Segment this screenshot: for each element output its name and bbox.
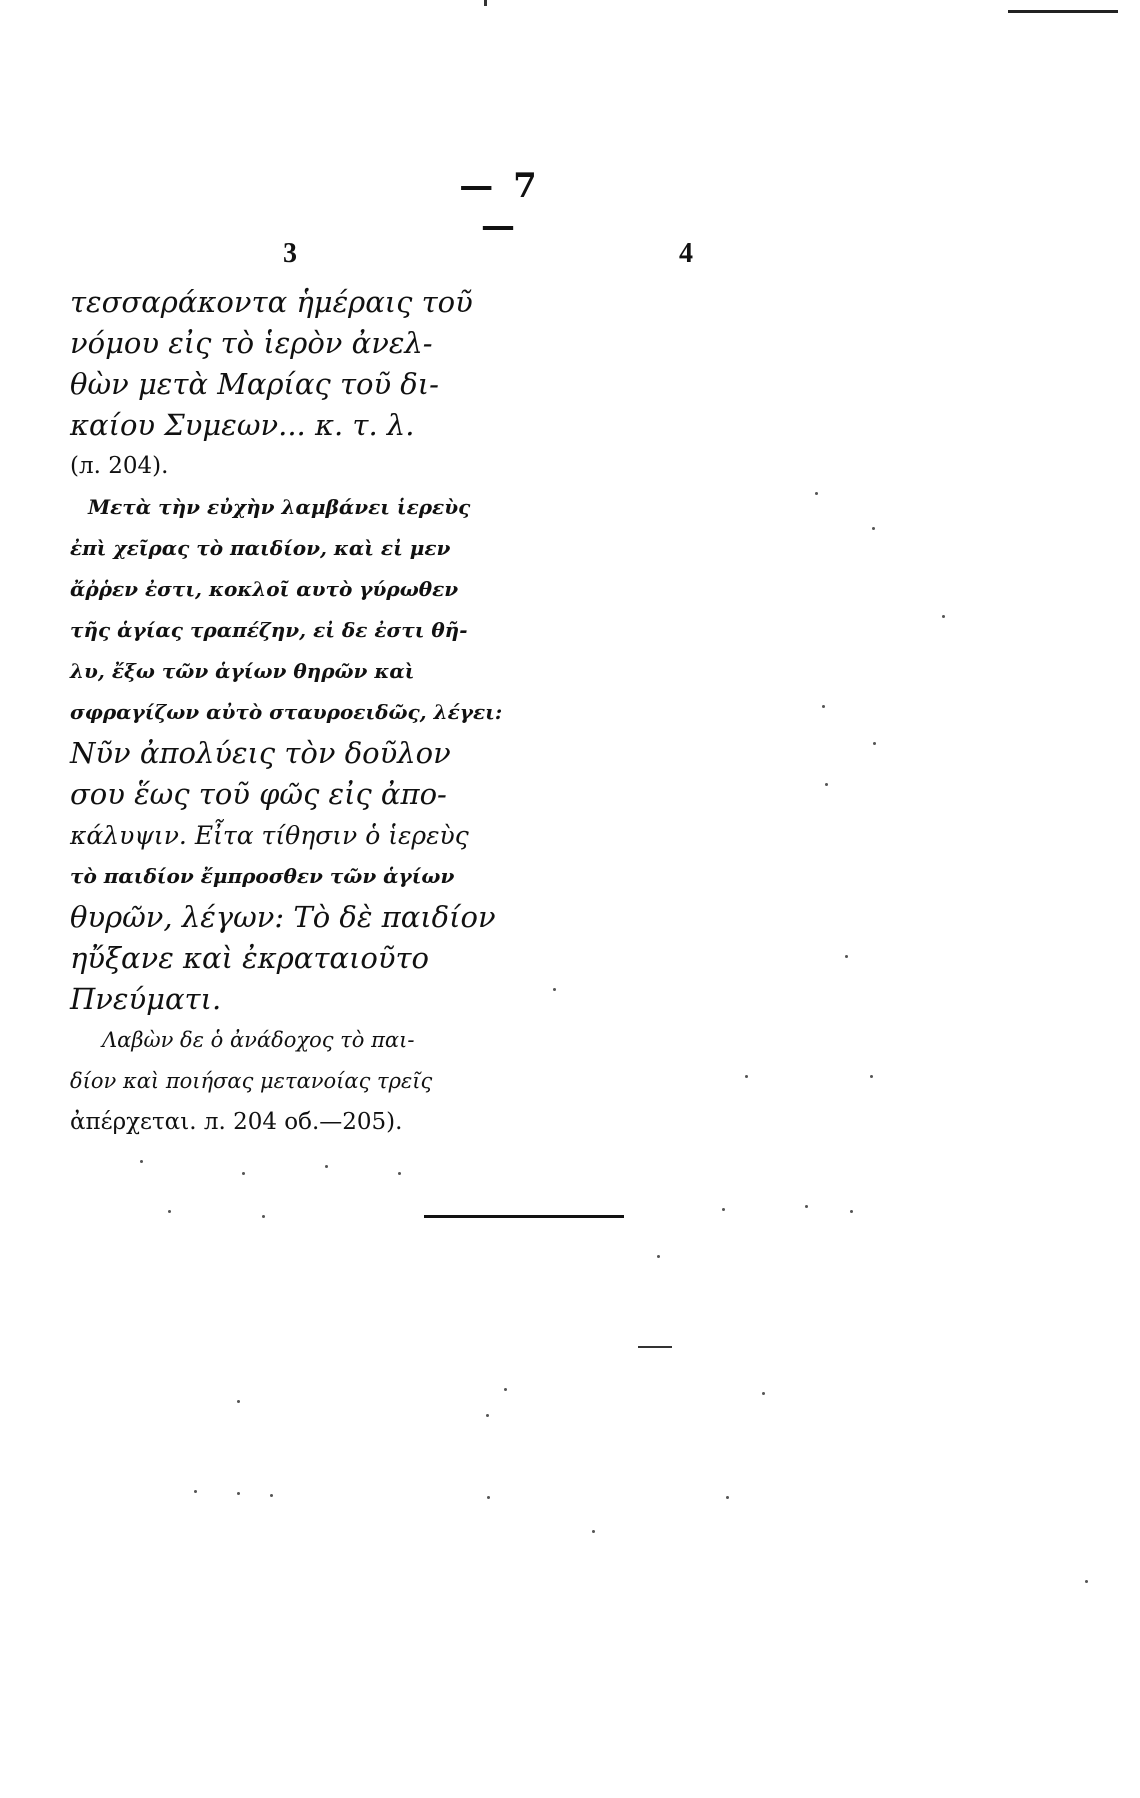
scan-speck [140, 1160, 143, 1163]
scan-speck [168, 1210, 171, 1213]
scan-speck [870, 1075, 873, 1078]
text-line: θυρῶν, λέγων: Τὸ δὲ παιδίον [70, 900, 496, 934]
scan-speck [553, 988, 556, 991]
text-line: νόμου εἰς τὸ ἱερὸν ἀνελ- [70, 326, 433, 360]
page-edge-rule [1008, 10, 1118, 13]
scan-speck [398, 1172, 401, 1175]
scan-speck [825, 783, 828, 786]
scan-speck [762, 1392, 765, 1395]
scan-speck [850, 1210, 853, 1213]
page-number: — 7 — [459, 166, 541, 246]
scan-speck [815, 492, 818, 495]
scan-speck [657, 1255, 660, 1258]
text-line: σου ἕως τοῦ φῶς εἰς ἀπο- [70, 777, 447, 811]
text-line: καίου Συμεων... κ. τ. λ. [70, 408, 415, 442]
scan-speck [270, 1494, 273, 1497]
scan-speck [237, 1400, 240, 1403]
text-line: τῆς ἁγίας τραπέζην, εἰ δε ἐστι θῆ- [70, 618, 468, 642]
text-line: (л. 204). [70, 453, 169, 479]
scan-speck [325, 1165, 328, 1168]
text-line: τεσσαράκοντα ἡμέραις τοῦ [70, 285, 473, 319]
text-line: Πνεύματι. [70, 982, 222, 1016]
text-line: δίον καὶ ποιήσας μετανοίας τρεῖς [70, 1069, 433, 1093]
scan-speck [726, 1496, 729, 1499]
short-rule [638, 1346, 672, 1348]
text-line: σφραγίζων αὐτὸ σταυροειδῶς, λέγει: [70, 700, 503, 724]
scan-speck [262, 1215, 265, 1218]
text-line: Μετὰ τὴν εὐχὴν λαμβάνει ἱερεὺς [88, 495, 471, 519]
scan-speck [194, 1490, 197, 1493]
scan-speck [1085, 1580, 1088, 1583]
text-line: ἐπὶ χεῖρας τὸ παιδίον, καὶ εἰ μεν [70, 536, 451, 560]
text-line: κάλυψιν. Εἶτα τίθησιν ὁ ἱερεὺς [70, 821, 469, 850]
text-line: Λαβὼν δε ὁ ἀνάδοχος τὸ παι- [102, 1028, 415, 1052]
scan-speck [805, 1205, 808, 1208]
scan-speck [845, 955, 848, 958]
scan-speck [745, 1075, 748, 1078]
page-edge-mark [484, 0, 487, 6]
scan-speck [237, 1492, 240, 1495]
scan-speck [722, 1208, 725, 1211]
scan-speck [942, 615, 945, 618]
scan-speck [822, 705, 825, 708]
column-marker-right: 4 [679, 238, 693, 269]
scan-speck [504, 1388, 507, 1391]
text-line: ἀπέρχεται. л. 204 об.—205). [70, 1109, 403, 1135]
scan-speck [486, 1414, 489, 1417]
text-line: θὼν μετὰ Μαρίας τοῦ δι- [70, 367, 439, 401]
scan-speck [487, 1496, 490, 1499]
text-line: ἄῤῥεν ἐστι, κοκλοῖ αυτὸ γύρωθεν [70, 577, 459, 601]
text-line: τὸ παιδίον ἔμπροσθεν τῶν ἁγίων [70, 864, 455, 888]
text-line: ηὔξανε καὶ ἐκραταιοῦτο [70, 941, 429, 975]
scan-speck [872, 527, 875, 530]
scan-speck [592, 1530, 595, 1533]
section-rule [424, 1215, 624, 1218]
column-marker-left: 3 [283, 238, 297, 269]
scan-speck [873, 742, 876, 745]
scan-speck [242, 1172, 245, 1175]
body-text [70, 282, 503, 1143]
text-line: λυ, ἔξω τῶν ἁγίων θηρῶν καὶ [70, 659, 415, 683]
text-line: Νῦν ἀπολύεις τὸν δοῦλον [70, 736, 451, 770]
